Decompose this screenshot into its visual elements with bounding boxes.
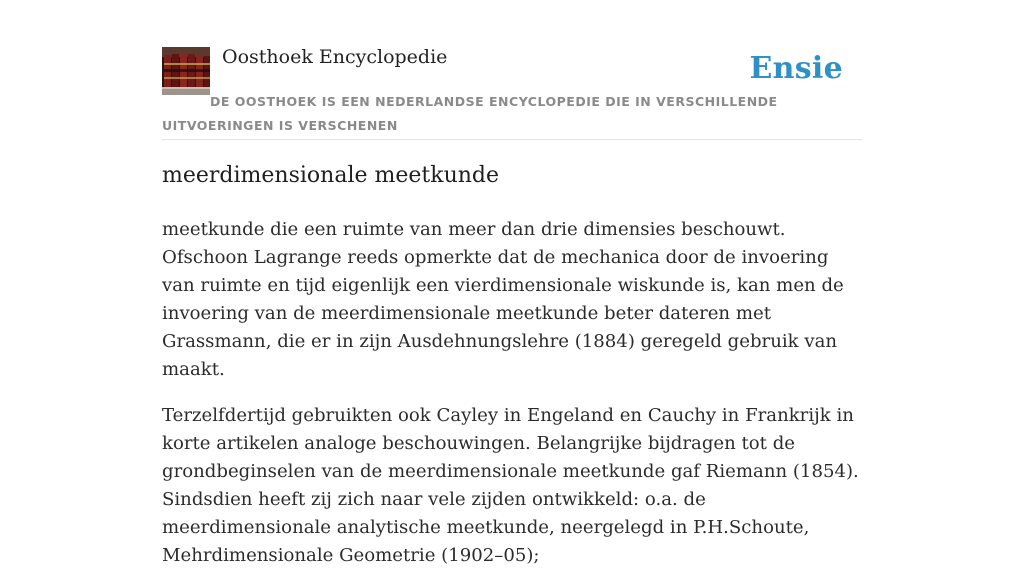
article-body	[162, 216, 862, 588]
encyclopedia-books-avatar-icon[interactable]	[162, 47, 210, 95]
article-paragraph: meetkunde die een ruimte van meer dan drie dimensies beschouwt. Ofschoon Lagrange reeds opmerkte dat de mechanica door de invoering van ruimte en tijd eigenlijk een vierdimensionale wiskunde is, kan men de invoering van de meerdimensionale meetkunde beter dateren met Grassmann, die er in zijn Ausdehnungslehre (1884) geregeld gebruik van maakt.	[162, 219, 844, 380]
article-paragraph: Terzelfdertijd gebruikten ook Cayley in Engeland en Cauchy in Frankrijk in korte artikelen analoge beschouwingen. Belangrijke bijdragen tot de grondbeginselen van de meerdimensionale meetkunde gaf Riemann (1854). Sindsdien heeft zij zich naar vele zijden ontwikkeld: o.a. de meerdimensionale analytische meetkunde, neergelegd in P.H.Schoute, Mehrdimensionale Geometrie (1902–05);	[162, 405, 859, 566]
ensie-logo-link[interactable]: Ensie	[749, 51, 843, 86]
article-title: meerdimensionale meetkunde	[162, 163, 500, 188]
content-container	[162, 0, 862, 566]
site-tagline: DE OOSTHOEK IS EEN NEDERLANDSE ENCYCLOPEDIE DIE IN VERSCHILLENDE UITVOERINGEN IS VERSCHENEN	[162, 94, 778, 133]
site-name-link[interactable]: Oosthoek Encyclopedie	[222, 46, 448, 68]
site-header	[162, 0, 862, 140]
